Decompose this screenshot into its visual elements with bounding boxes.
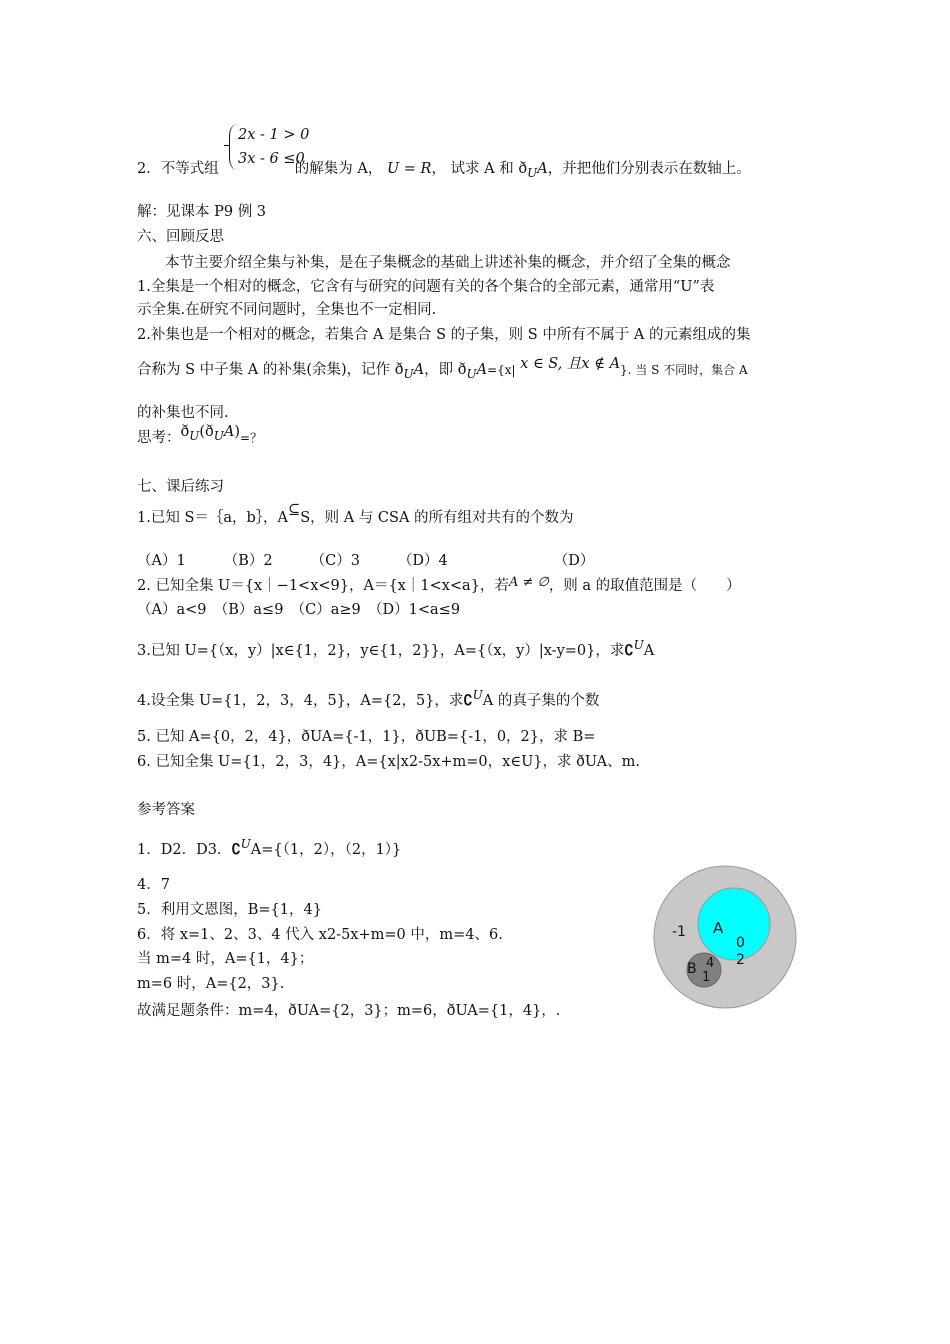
venn-a-value-2: 2 bbox=[736, 952, 745, 968]
exercise-1-options: （A）1 （B）2 （C）3 （D）4 （D） bbox=[137, 553, 595, 569]
section-7-title: 七、课后练习 bbox=[137, 479, 224, 495]
question-2: 2．不等式组 的解集为 A， U = R， 试求 A 和 $ð_UA$，并把他们分别表示在数轴上。 bbox=[137, 161, 751, 180]
section-6-para-1: 本节主要介绍全集与补集，是在子集概念的基础上讲述补集的概念，并介绍了全集的概念 bbox=[165, 255, 731, 271]
system-line-1: 2x - 1 > 0 bbox=[238, 127, 310, 143]
solution-line: 解：见课本 P9 例 3 bbox=[137, 204, 267, 220]
venn-diagram bbox=[652, 864, 798, 1010]
section-6-para-2b: 示全集.在研究不同问题时，全集也不一定相同. bbox=[137, 302, 437, 318]
answer-6b: 当 m=4 时，A={1，4}； bbox=[137, 951, 314, 967]
complement-c-icon: ∁ bbox=[463, 691, 473, 709]
answer-4: 4．7 bbox=[137, 877, 170, 893]
answer-6c: m=6 时，A={2，3}. bbox=[137, 976, 285, 992]
answer-1: 1．D2．D3．∁$^U$A={（1，2），（2，1）} bbox=[137, 837, 402, 858]
exercise-3: 3.已知 U={（x，y）|x∈{1，2}，y∈{1，2}}，A={（x，y）|x-y=0}，求∁$^U$A bbox=[137, 638, 655, 659]
exercise-1: 1.已知 S＝｛a，b｝，A⊆S，则 A 与 CSA 的所有组对共有的个数为 bbox=[137, 502, 574, 526]
section-6-para-3b: 合称为 S 中子集 A 的补集(余集)，记作 $ð_UA$，即 $ð_UA=\{x|$ x ∈ S, 且x ∉ A}. 当 S 不同时，集合 A bbox=[137, 356, 748, 381]
venn-set-a bbox=[698, 888, 770, 960]
exercise-4: 4.设全集 U={1，2，3，4，5}，A={2，5}，求∁$^U$A 的真子集的个数 bbox=[137, 688, 600, 709]
answer-5: 5．利用文恩图，B={1，4} bbox=[137, 902, 322, 918]
exercise-6: 6. 已知全集 U={1，2，3，4}，A={x|x2-5x+m=0，x∈U}，求 ðUA、m. bbox=[137, 754, 640, 770]
exercise-2: 2. 已知全集 U＝{x｜−1<x<9}，A＝{x｜1<x<a}，若A ≠ ∅，则 a 的取值范围是（ ） bbox=[137, 575, 741, 594]
answers-title: 参考答案 bbox=[137, 802, 195, 818]
section-6-title: 六、回顾反思 bbox=[137, 229, 224, 245]
section-6-para-3c: 的补集也不同. bbox=[137, 405, 229, 421]
answer-6d: 故满足题条件：m=4，ðUA={2，3}；m=6，ðUA={1，4}，. bbox=[137, 1003, 561, 1019]
section-6-para-2a: 1.全集是一个相对的概念，它含有与研究的问题有关的各个集合的全部元素，通常用“U”表 bbox=[137, 279, 715, 295]
venn-b-label: B bbox=[687, 961, 697, 977]
exercise-2-options: （A）a<9 （B）a≤9 （C）a≥9 （D）1<a≤9 bbox=[137, 602, 461, 618]
venn-a-label: A bbox=[713, 919, 724, 937]
think-line: 思考：$ð_U(ð_UA)=$？ bbox=[137, 424, 263, 446]
venn-outer-label: -1 bbox=[672, 924, 686, 940]
system-line-2: 3x - 6 ≤0 bbox=[238, 151, 305, 167]
section-6-para-3a: 2.补集也是一个相对的概念，若集合 A 是集合 S 的子集，则 S 中所有不属于 A 的元素组成的集 bbox=[137, 327, 751, 343]
complement-c-icon: ∁ bbox=[624, 641, 634, 659]
answer-6: 6．将 x=1、2、3、4 代入 x2-5x+m=0 中，m=4、6. bbox=[137, 927, 503, 943]
venn-a-value-0: 0 bbox=[736, 935, 745, 951]
complement-symbol: ð bbox=[518, 161, 528, 177]
venn-b-value-1: 1 bbox=[702, 970, 711, 985]
complement-c-icon: ∁ bbox=[231, 840, 241, 858]
exercise-5: 5. 已知 A={0，2，4}，ðUA={-1，1}，ðUB={-1，0，2}，求 B= bbox=[137, 729, 596, 745]
venn-b-value-4: 4 bbox=[706, 956, 715, 971]
